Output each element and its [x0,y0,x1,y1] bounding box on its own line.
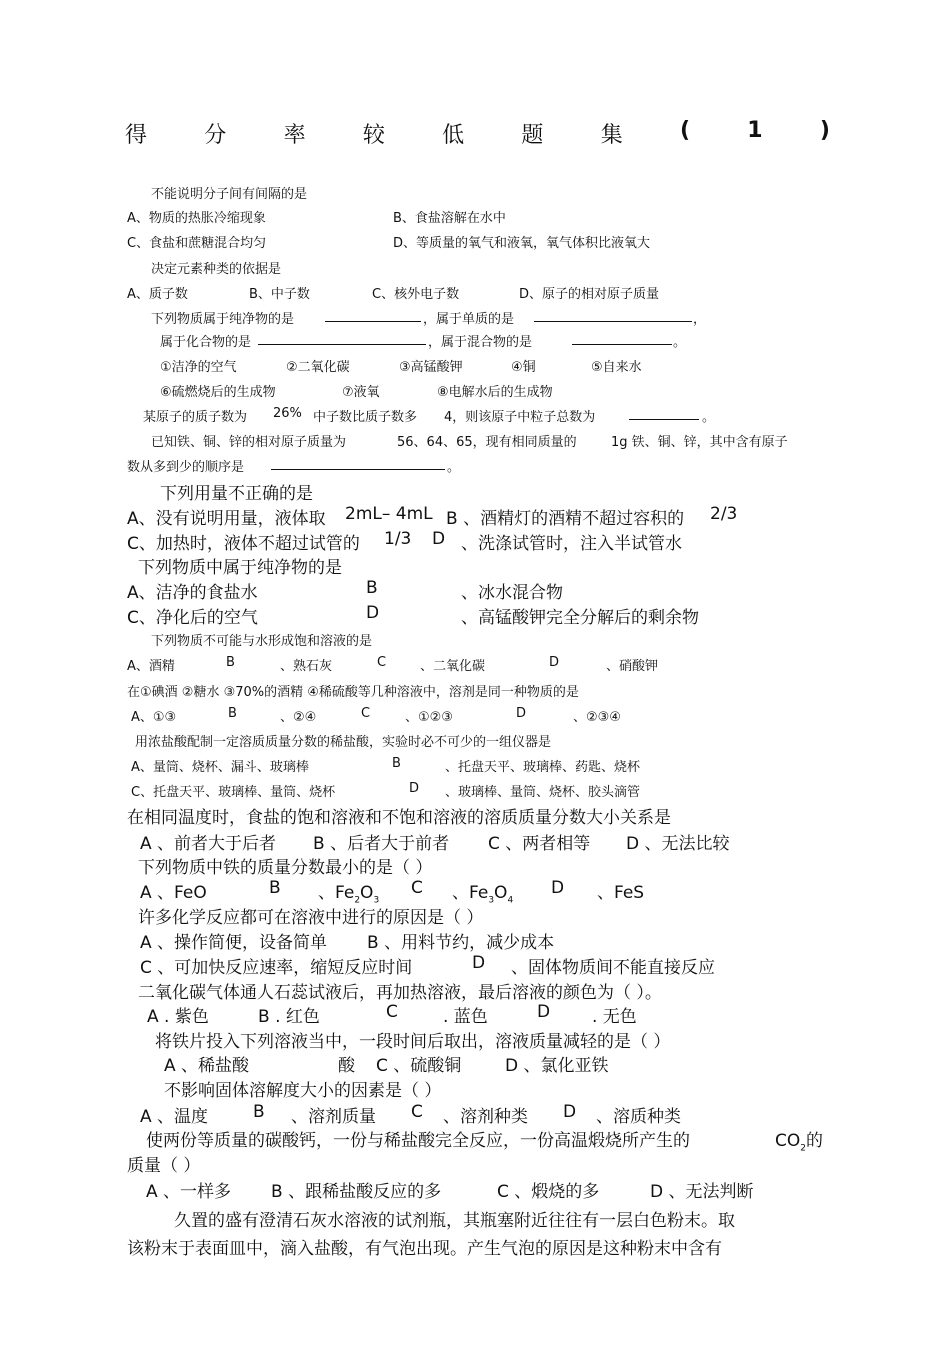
question-stem: 在①碘酒 ②糖水 ③70%的酒精 ④稀硫酸等几种溶液中，溶剂是同一种物质的是 [127,685,579,700]
option-a: A . 紫色 [147,1007,209,1027]
option-c: C [377,655,387,670]
question-text: 。 [673,335,687,350]
option-d-text: 、硝酸钾 [606,659,659,674]
question-stem: 已知铁、铜、锌的相对原子质量为 [151,435,347,450]
option-d: D 、氯化亚铁 [505,1056,609,1076]
co2-formula: $CO_2$的 [775,1131,823,1154]
option-b: B [226,655,235,670]
question-stem: 用浓盐酸配制一定溶质质量分数的稀盐酸，实验时必不可少的一组仪器是 [135,735,552,750]
option-c: C [411,878,423,898]
option-d: D [366,603,380,623]
question-stem: 下列用量不正确的是 [160,484,313,504]
question-stem: 不能说明分子间有间隔的是 [151,187,308,202]
answer-blank[interactable] [534,309,692,322]
option-d-text: 、②③④ [573,710,621,725]
option-d: D [537,1002,551,1022]
option-c-text: 、①②③ [405,710,453,725]
option-d: D [516,706,527,721]
title-char: 低 [442,123,465,148]
question-stem: 将铁片投入下列溶液当中，一段时间后取出，溶液质量减轻的是（ ） [155,1032,671,1052]
option-c: C、核外电子数 [372,287,460,302]
title-char: 集 [600,123,623,148]
option-c: C 、可加快反应速率，缩短反应时间 [140,958,413,978]
option-b: B [228,706,237,721]
page-title [125,118,830,149]
option-c: C、食盐和蔗糖混合均匀 [127,236,267,251]
option-a: A 、前者大于后者 [140,834,277,854]
option-c-text: 、溶剂种类 [443,1107,528,1127]
answer-blank[interactable] [572,332,672,345]
option-b-value: 2/3 [710,504,738,524]
option-b: B [392,756,401,771]
option-d-text: 、玻璃棒、量筒、烧杯、胶头滴管 [445,785,641,800]
option-a: A 、FeO [140,883,207,903]
question-stem: 许多化学反应都可在溶液中进行的原因是（ ） [138,908,484,928]
option-c: C [386,1002,398,1022]
list-item: ②二氧化碳 [286,360,350,375]
title-char: 率 [283,123,306,148]
question-text: 26% [273,406,302,421]
list-item: ⑧电解水后的生成物 [437,385,553,400]
option-a: A、①③ [131,710,177,725]
question-text: 属于化合物的是 [160,335,252,350]
option-d: D [409,781,420,796]
option-c: C 、两者相等 [488,834,591,854]
option-b-text: 、熟石灰 [280,659,333,674]
question-text: 中子数比质子数多 [313,410,418,425]
option-d: D 、无法比较 [626,834,730,854]
list-item: ①洁净的空气 [160,360,237,375]
option-b-text: 、托盘天平、玻璃棒、药匙、烧杯 [445,760,641,775]
option-b: B、食盐溶解在水中 [393,211,506,226]
option-c: C [411,1102,423,1122]
question-stem: 久置的盛有澄清石灰水溶液的试剂瓶，其瓶塞附近往往有一层白色粉末。取 [174,1211,735,1231]
option-b-text: 、溶剂质量 [291,1107,376,1127]
question-text: 。 [447,460,461,475]
option-d: D、等质量的氧气和液氧，氧气体积比液氧大 [393,236,651,251]
option-d: D [551,878,565,898]
option-c-value: 1/3 [384,529,412,549]
option-d-text: . 无色 [592,1007,637,1027]
option-a: A、没有说明用量，液体取 [127,509,326,529]
question-text: 。 [702,410,716,425]
option-c-text: 、二氧化碳 [420,659,486,674]
option-b: B、中子数 [249,287,310,302]
option-b: B [366,578,378,598]
option-a-value: 2mL– 4mL [345,504,433,524]
option-d: D、原子的相对原子质量 [519,287,660,302]
question-stem: 下列物质属于纯净物的是 [151,312,295,327]
question-text: 1g 铁、铜、锌，其中含有原子 [611,435,788,450]
option-a: A、酒精 [127,659,175,674]
question-text: 56、64、65，现有相同质量的 [397,435,577,450]
option-c: C、净化后的空气 [127,608,258,628]
option-a: A 、操作简便，设备简单 [140,933,328,953]
option-a: A、洁净的食盐水 [127,583,258,603]
title-char: 分 [204,123,227,148]
list-item: ⑥硫燃烧后的生成物 [160,385,276,400]
option-b: B 、跟稀盐酸反应的多 [271,1182,442,1202]
option-a: A、质子数 [127,287,188,302]
option-b: B 、酒精灯的酒精不超过容积的 [446,509,685,529]
option-c: C、托盘天平、玻璃棒、量筒、烧杯 [131,785,336,800]
option-d: D 、无法判断 [650,1182,754,1202]
answer-blank[interactable] [325,309,421,322]
answer-blank[interactable] [271,457,445,470]
list-item: ③高锰酸钾 [399,360,463,375]
title-char: ) [819,118,830,143]
question-stem: 决定元素种类的依据是 [151,262,282,277]
option-b-text: 、②④ [280,710,317,725]
option-c: C、加热时，液体不超过试管的 [127,534,360,554]
question-text: 质量（ ） [127,1156,201,1176]
option-b: B . 红色 [258,1007,320,1027]
option-c-formula: 、$Fe_3O_4$ [452,883,514,906]
option-b-text: 、冰水混合物 [461,583,563,603]
option-a: A、物质的热胀冷缩现象 [127,211,266,226]
question-stem: 某原子的质子数为 [143,410,248,425]
question-stem: 下列物质中属于纯净物的是 [138,558,342,578]
list-item: ⑦液氧 [342,385,380,400]
answer-blank[interactable] [258,332,426,345]
title-char: ( [679,118,691,143]
option-b: B [253,1102,265,1122]
list-item: ⑤自来水 [591,360,642,375]
option-c: C 、煅烧的多 [497,1182,600,1202]
option-d-text: 、溶质种类 [596,1107,681,1127]
title-char: 较 [362,123,385,148]
option-a: A 、一样多 [146,1182,232,1202]
option-c: C 、硫酸铜 [376,1056,462,1076]
option-d: D [563,1102,577,1122]
option-d: D [549,655,560,670]
question-text: 数从多到少的顺序是 [127,460,245,475]
answer-blank[interactable] [629,407,699,420]
option-b: 酸 [338,1056,355,1076]
option-d-text: 、固体物质间不能直接反应 [511,958,715,978]
title-char: 1 [747,118,763,143]
option-c-text: . 蓝色 [443,1007,488,1027]
option-a: A、量筒、烧杯、漏斗、玻璃棒 [131,760,309,775]
option-b: B 、用料节约，减少成本 [367,933,555,953]
option-d: D [472,953,486,973]
option-c: C [361,706,371,721]
option-d: D [432,529,446,549]
option-d-text: 、洗涤试管时，注入半试管水 [461,534,682,554]
question-stem: 下列物质中铁的质量分数最小的是（ ） [138,858,433,878]
option-d-text: 、FeS [597,883,645,903]
question-stem: 下列物质不可能与水形成饱和溶液的是 [151,634,373,649]
question-stem: 不影响固体溶解度大小的因素是（ ） [164,1081,442,1101]
title-char: 题 [521,123,544,148]
option-a: A 、稀盐酸 [164,1056,250,1076]
option-a: A 、温度 [140,1107,209,1127]
option-b: B 、后者大于前者 [313,834,450,854]
option-d-text: 、高锰酸钾完全分解后的剩余物 [461,608,699,628]
question-stem: 使两份等质量的碳酸钙，一份与稀盐酸完全反应，一份高温煅烧所产生的 [146,1131,690,1151]
question-text: ，属于混合物的是 [428,335,533,350]
list-item: ④铜 [511,360,536,375]
question-text: ， [693,312,707,327]
question-text: 4，则该原子中粒子总数为 [444,410,596,425]
option-b: B [269,878,281,898]
title-char: 得 [125,123,148,148]
question-stem: 二氧化碳气体通人石蕊试液后，再加热溶液，最后溶液的颜色为（ ）。 [138,983,662,1003]
question-stem: 在相同温度时，食盐的饱和溶液和不饱和溶液的溶质质量分数大小关系是 [127,808,671,828]
option-b-formula: 、$Fe_2O_3$ [318,883,380,906]
question-text: 该粉末于表面皿中，滴入盐酸，有气泡出现。产生气泡的原因是这种粉末中含有 [127,1239,722,1259]
question-text: ，属于单质的是 [423,312,515,327]
